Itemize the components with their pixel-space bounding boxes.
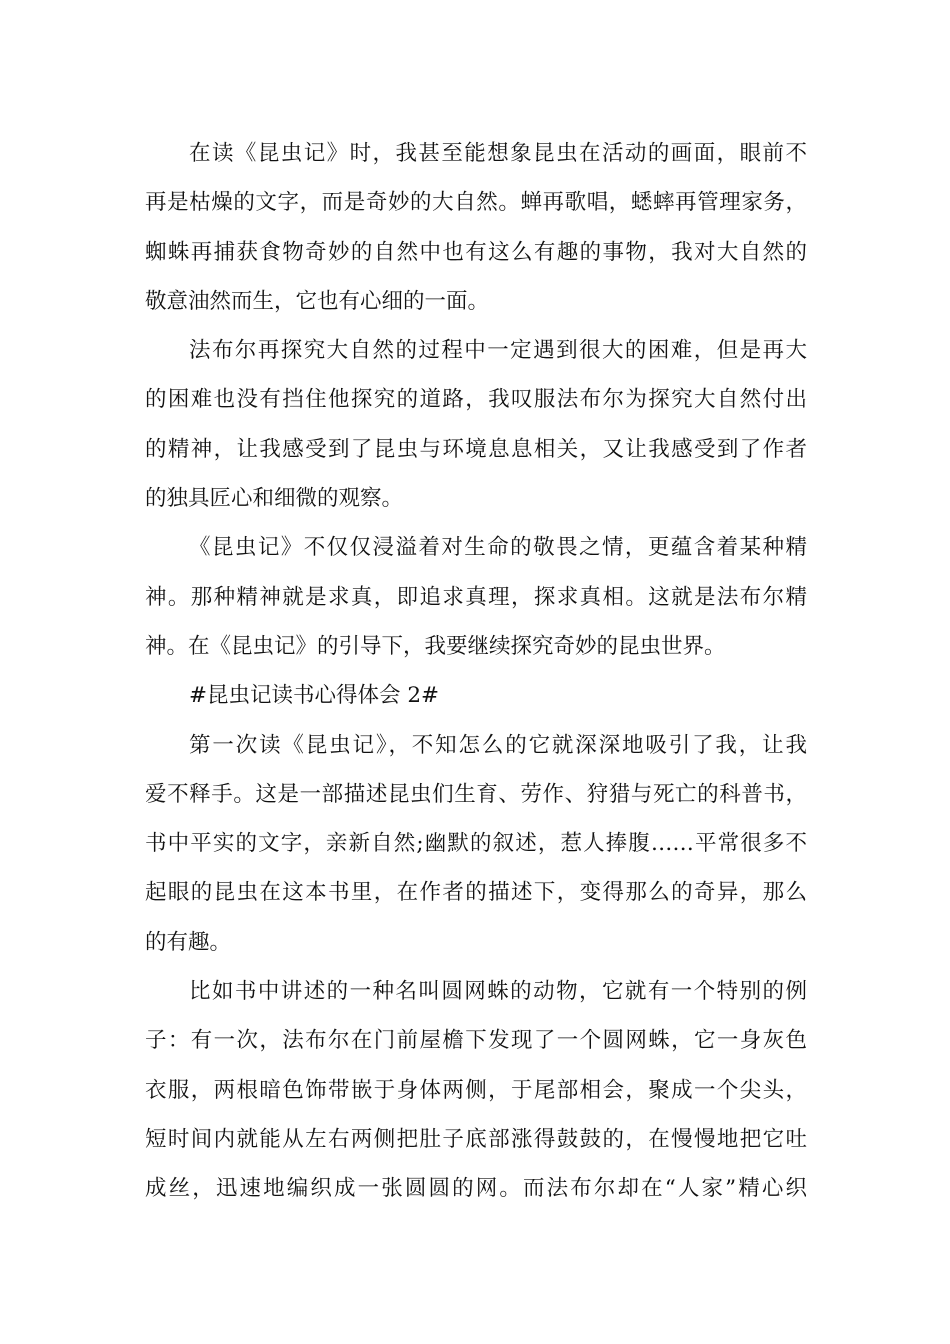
text-line: 书中平实的文字，亲新自然;幽默的叙述，惹人捧腹……平常很多不 <box>145 831 807 857</box>
text-line: 爱不释手。这是一部描述昆虫们生育、劳作、狩猎与死亡的科普书， <box>145 781 807 807</box>
text-line: 的独具匠心和细微的观察。 <box>145 486 404 512</box>
text-line: 比如书中讲述的一种名叫圆网蛛的动物，它就有一个特别的例 <box>189 979 807 1005</box>
text-line: 的精神，让我感受到了昆虫与环境息息相关，又让我感受到了作者 <box>145 436 807 462</box>
paragraph-5 <box>145 967 807 1213</box>
text-line: 法布尔再探究大自然的过程中一定遇到很大的困难，但是再大 <box>189 338 807 364</box>
section-heading <box>145 671 807 720</box>
text-line: 蜘蛛再捕获食物奇妙的自然中也有这么有趣的事物，我对大自然的 <box>145 239 807 265</box>
text-line: 第一次读《昆虫记》，不知怎么的它就深深地吸引了我，让我 <box>189 732 807 758</box>
text-line: 神。那种精神就是求真，即追求真理，探求真相。这就是法布尔精 <box>145 584 807 610</box>
text-line: 再是枯燥的文字，而是奇妙的大自然。蝉再歌唱，蟋蟀再管理家务， <box>145 190 807 216</box>
paragraph-4 <box>145 721 807 967</box>
section-heading-text: #昆虫记读书心得体会 2# <box>189 683 440 709</box>
text-line: 短时间内就能从左右两侧把肚子底部涨得鼓鼓的，在慢慢地把它吐 <box>145 1126 807 1152</box>
text-line: 子：有一次，法布尔在门前屋檐下发现了一个圆网蛛，它一身灰色 <box>145 1028 807 1054</box>
text-line: 神。在《昆虫记》的引导下，我要继续探究奇妙的昆虫世界。 <box>145 633 726 659</box>
paragraph-3 <box>145 523 807 671</box>
text-line: 敬意油然而生，它也有心细的一面。 <box>145 288 490 314</box>
paragraph-2 <box>145 326 807 523</box>
text-line: 衣服，两根暗色饰带嵌于身体两侧，于尾部相会，聚成一个尖头， <box>145 1077 807 1103</box>
text-line: 成丝，迅速地编织成一张圆圆的网。而法布尔却在“人家”精心织 <box>145 1176 807 1202</box>
text-line: 《昆虫记》不仅仅浸溢着对生命的敬畏之情，更蕴含着某种精 <box>189 535 807 561</box>
text-line: 在读《昆虫记》时，我甚至能想象昆虫在活动的画面，眼前不 <box>189 141 807 166</box>
text-line: 起眼的昆虫在这本书里，在作者的描述下，变得那么的奇异，那么 <box>145 880 807 906</box>
text-line: 的有趣。 <box>145 929 232 955</box>
text-line: 的困难也没有挡住他探究的道路，我叹服法布尔为探究大自然付出 <box>145 387 807 413</box>
paragraph-1 <box>145 129 807 326</box>
document-body <box>145 129 807 1214</box>
